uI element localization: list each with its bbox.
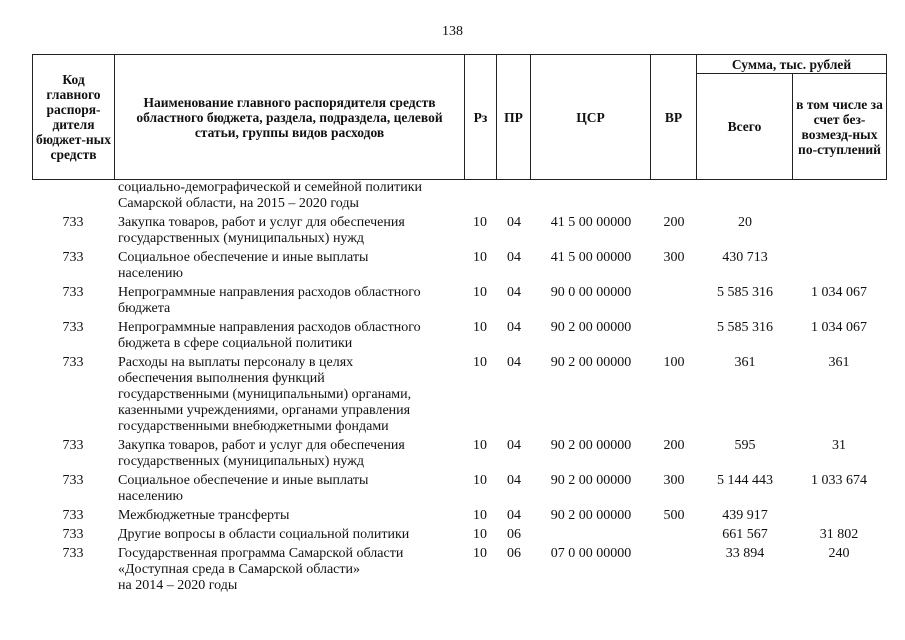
row-total: 5 585 316 (717, 320, 773, 335)
table-row (32, 438, 886, 473)
row-csr: 90 2 00 00000 (550, 438, 632, 453)
table-header (32, 54, 887, 180)
header-vr: ВР (651, 55, 697, 180)
row-name-line: Социальное обеспечение и иные выплаты (118, 473, 369, 488)
row-pr: 06 (507, 546, 521, 561)
row-name-line: бюджета в сфере социальной политики (118, 336, 353, 351)
row-csr: 90 2 00 00000 (550, 508, 632, 523)
table-row (32, 215, 886, 250)
row-total: 361 (734, 355, 756, 370)
table-row (32, 546, 886, 597)
table-row (32, 355, 886, 438)
row-name (118, 215, 468, 247)
row-name (118, 320, 468, 352)
row-vr: 100 (663, 355, 685, 370)
row-rz: 10 (473, 508, 487, 523)
row-name (118, 473, 468, 505)
row-total: 20 (738, 215, 752, 230)
row-csr: 41 5 00 00000 (550, 215, 632, 230)
row-code: 733 (62, 473, 84, 488)
row-pr: 04 (507, 355, 521, 370)
row-name-line: государственных (муниципальных) нужд (118, 454, 365, 469)
row-pr: 04 (507, 508, 521, 523)
row-vr: 200 (663, 215, 685, 230)
row-code: 733 (62, 508, 84, 523)
row-name (118, 180, 468, 212)
row-name-line: Непрограммные направления расходов областного (118, 285, 421, 300)
row-name-line: Расходы на выплаты персоналу в целях (118, 355, 354, 370)
row-total: 33 894 (725, 546, 765, 561)
row-csr: 90 2 00 00000 (550, 473, 632, 488)
row-total: 595 (734, 438, 756, 453)
row-pr: 04 (507, 473, 521, 488)
row-name-line: населению (118, 266, 183, 281)
row-name (118, 438, 468, 470)
row-csr: 41 5 00 00000 (550, 250, 632, 265)
row-name-line: «Доступная среда в Самарской области» (118, 562, 360, 577)
row-csr: 07 0 00 00000 (550, 546, 632, 561)
table-row (32, 473, 886, 508)
header-pr: ПР (497, 55, 531, 180)
header-csr: ЦСР (531, 55, 651, 180)
row-name-line: государственными (муниципальными) органами, (118, 387, 412, 402)
row-code: 733 (62, 355, 84, 370)
row-rz: 10 (473, 285, 487, 300)
row-code: 733 (62, 546, 84, 561)
row-name (118, 546, 468, 594)
row-pr: 04 (507, 320, 521, 335)
row-name-line: бюджета (118, 301, 171, 316)
row-total: 430 713 (722, 250, 768, 265)
row-name-line: социально-демографической и семейной политики (118, 180, 423, 195)
row-csr: 90 2 00 00000 (550, 320, 632, 335)
row-rz: 10 (473, 527, 487, 542)
row-pr: 04 (507, 215, 521, 230)
row-name-line: Государственная программа Самарской области (118, 546, 404, 561)
row-name-line: Самарской области, на 2015 – 2020 годы (118, 196, 359, 211)
row-name (118, 508, 468, 524)
table-row (32, 527, 886, 546)
row-vr: 200 (663, 438, 685, 453)
row-name-line: государственными внебюджетными фондами (118, 419, 389, 434)
header-total: Всего (697, 74, 793, 180)
row-name (118, 355, 468, 435)
row-vr: 300 (663, 473, 685, 488)
row-code: 733 (62, 527, 84, 542)
row-name-line: Социальное обеспечение и иные выплаты (118, 250, 369, 265)
header-rz: Рз (465, 55, 497, 180)
row-csr: 90 0 00 00000 (550, 285, 632, 300)
row-total: 5 144 443 (717, 473, 773, 488)
row-pr: 04 (507, 438, 521, 453)
header-sum: Сумма, тыс. рублей (697, 55, 887, 74)
row-code: 733 (62, 285, 84, 300)
row-name-line: на 2014 – 2020 годы (118, 578, 238, 593)
row-name (118, 527, 468, 543)
row-name-line: казенными учреждениями, органами управления (118, 403, 411, 418)
row-name (118, 250, 468, 282)
row-name (118, 285, 468, 317)
row-name-line: обеспечения выполнения функций (118, 371, 325, 386)
row-code: 733 (62, 320, 84, 335)
row-code: 733 (62, 250, 84, 265)
table-row (32, 320, 886, 355)
row-free: 240 (828, 546, 850, 561)
row-free: 361 (828, 355, 850, 370)
row-rz: 10 (473, 250, 487, 265)
row-rz: 10 (473, 473, 487, 488)
page-number: 138 (442, 24, 463, 39)
table-row (32, 508, 886, 527)
row-code: 733 (62, 438, 84, 453)
row-name-line: Межбюджетные трансферты (118, 508, 290, 523)
row-rz: 10 (473, 215, 487, 230)
row-name-line: государственных (муниципальных) нужд (118, 231, 365, 246)
row-free: 31 (832, 438, 846, 453)
row-rz: 10 (473, 546, 487, 561)
row-rz: 10 (473, 320, 487, 335)
row-csr: 90 2 00 00000 (550, 355, 632, 370)
header-free: в том числе за счет без-возмезд-ных по-ступлений (793, 74, 887, 180)
row-rz: 10 (473, 355, 487, 370)
header-name: Наименование главного распорядителя средств областного бюджета, раздела, подраздела, целевой статьи, группы видов расходов (115, 55, 465, 180)
row-total: 5 585 316 (717, 285, 773, 300)
table-row (32, 180, 886, 215)
row-vr: 300 (663, 250, 685, 265)
row-pr: 04 (507, 285, 521, 300)
row-pr: 06 (507, 527, 521, 542)
row-pr: 04 (507, 250, 521, 265)
row-total: 439 917 (722, 508, 768, 523)
row-name-line: Непрограммные направления расходов областного (118, 320, 421, 335)
row-name-line: населению (118, 489, 183, 504)
row-free: 1 034 067 (811, 320, 867, 335)
row-free: 1 033 674 (811, 473, 867, 488)
row-free: 1 034 067 (811, 285, 867, 300)
row-name-line: Закупка товаров, работ и услуг для обеспечения (118, 215, 405, 230)
row-rz: 10 (473, 438, 487, 453)
table-row (32, 250, 886, 285)
row-vr: 500 (663, 508, 685, 523)
header-code: Код главного распоря-дителя бюджет-ных средств (33, 55, 115, 180)
row-name-line: Закупка товаров, работ и услуг для обеспечения (118, 438, 405, 453)
row-code: 733 (62, 215, 84, 230)
row-name-line: Другие вопросы в области социальной политики (118, 527, 410, 542)
table-body (32, 180, 886, 597)
row-total: 661 567 (722, 527, 768, 542)
table-row (32, 285, 886, 320)
row-free: 31 802 (819, 527, 859, 542)
